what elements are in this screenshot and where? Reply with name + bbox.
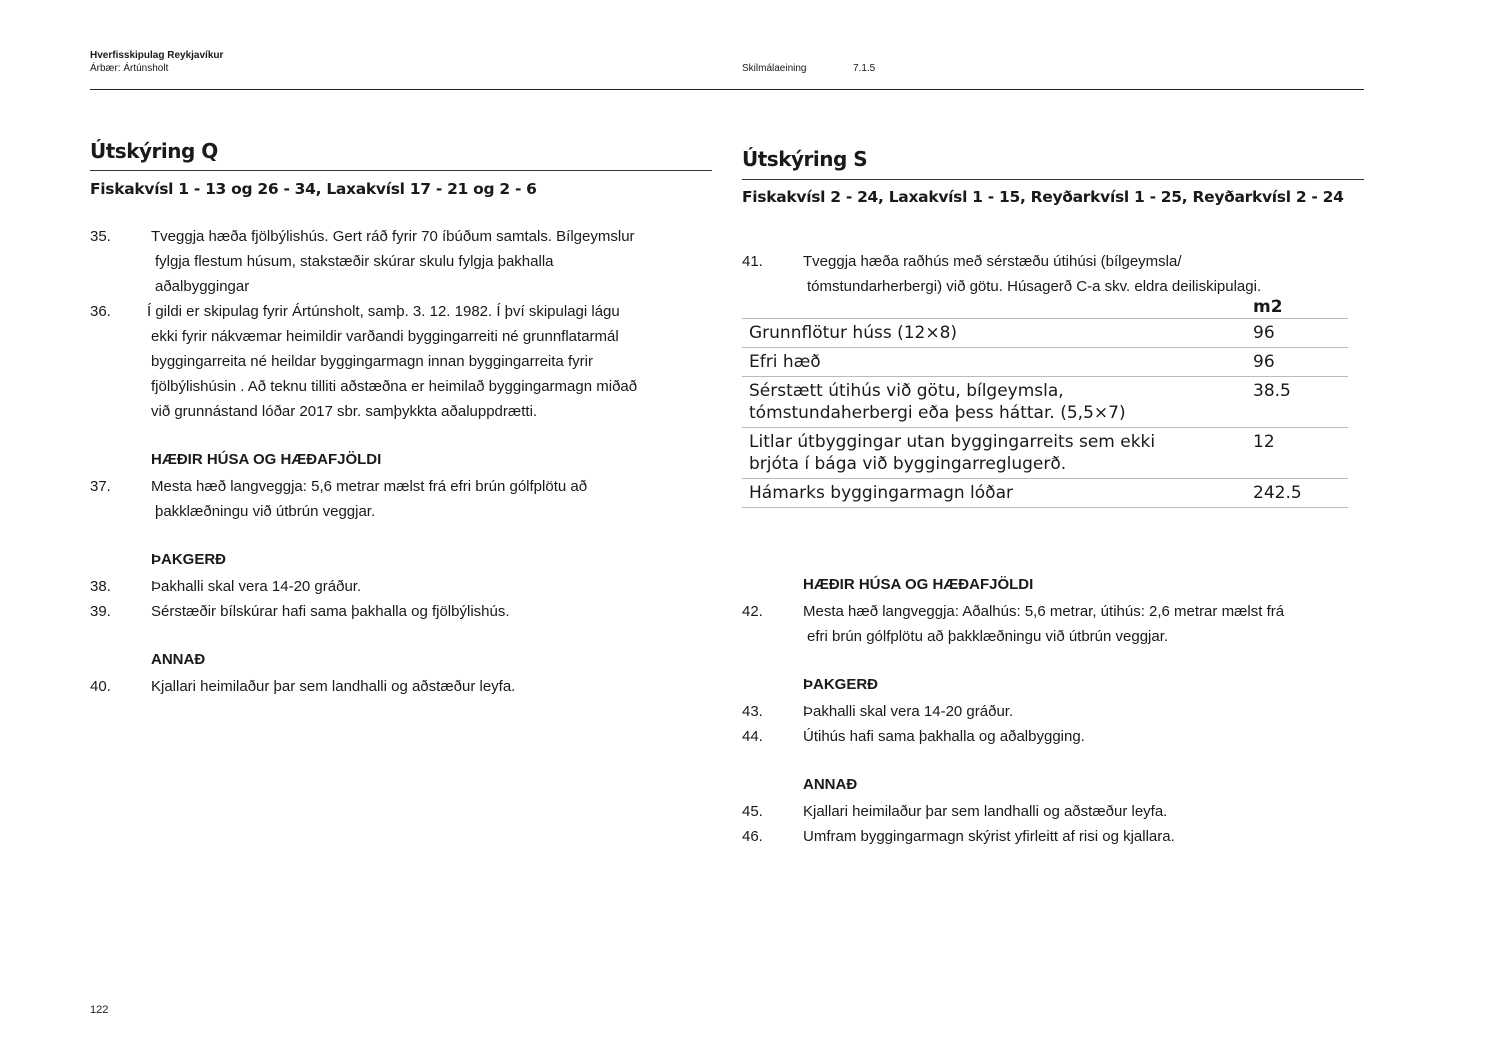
item-number: 37. <box>90 478 111 495</box>
item-line: Sérstæðir bílskúrar hafi sama þakhalla og fjölbýlishús. <box>151 603 510 620</box>
section-number: 7.1.5 <box>853 63 876 74</box>
row-label-line: Grunnflötur húss (12×8) <box>749 323 958 343</box>
item-line: Þakhalli skal vera 14-20 gráður. <box>803 703 1014 720</box>
item-line: efri brún gólfplötu að þakklæðningu við útbrún veggjar. <box>807 628 1169 645</box>
item-line: tómstundarherbergi) við götu. Húsagerð C-a skv. eldra deiliskipulagi. <box>807 278 1262 295</box>
item-number: 40. <box>90 678 111 695</box>
item-number: 43. <box>742 703 763 720</box>
document-subtitle: Árbær: Ártúnsholt <box>90 63 169 74</box>
subsection-heights: HÆÐIR HÚSA OG HÆÐAFJÖLDI <box>151 451 382 468</box>
item-line: Útihús hafi sama þakhalla og aðalbygging. <box>803 728 1085 745</box>
table-row <box>742 428 1348 479</box>
item-line: þakklæðningu við útbrún veggjar. <box>155 503 376 520</box>
row-label-line: Efri hæð <box>749 352 821 372</box>
header-divider <box>90 89 1364 90</box>
right-subheading: Fiskakvísl 2 - 24, Laxakvísl 1 - 15, Reyðarkvísl 1 - 25, Reyðarkvísl 2 - 24 <box>742 188 1344 206</box>
row-value: 38.5 <box>1249 377 1348 428</box>
table-row <box>742 348 1348 377</box>
row-label <box>742 377 1249 428</box>
item-line: Umfram byggingarmagn skýrist yfirleitt af risi og kjallara. <box>803 828 1175 845</box>
left-heading: Útskýring Q <box>90 139 218 163</box>
item-number: 39. <box>90 603 111 620</box>
item-line: Mesta hæð langveggja: 5,6 metrar mælst frá efri brún gólfplötu að <box>151 478 588 495</box>
row-value: 96 <box>1249 348 1348 377</box>
subsection-other: ANNAÐ <box>803 776 858 793</box>
subsection-roof: ÞAKGERÐ <box>803 676 879 693</box>
right-heading: Útskýring S <box>742 147 868 171</box>
item-line: Kjallari heimilaður þar sem landhalli og aðstæður leyfa. <box>803 803 1168 820</box>
document-title: Hverfisskipulag Reykjavíkur <box>90 50 224 61</box>
building-area-table <box>742 296 1348 508</box>
item-number: 46. <box>742 828 763 845</box>
item-number: 36. <box>90 303 111 320</box>
row-label-line: Litlar útbyggingar utan byggingarreits sem ekki <box>749 432 1156 452</box>
item-number: 38. <box>90 578 111 595</box>
section-label: Skilmálaeining <box>742 63 807 74</box>
item-line: Í gildi er skipulag fyrir Ártúnsholt, samþ. 3. 12. 1982. Í því skipulagi lágu <box>147 303 620 320</box>
item-number: 35. <box>90 228 111 245</box>
subsection-roof: ÞAKGERÐ <box>151 551 227 568</box>
row-label <box>742 348 1249 377</box>
row-label-line: tómstundaherbergi eða þess háttar. (5,5×7) <box>749 403 1126 423</box>
row-value: 96 <box>1249 319 1348 348</box>
item-number: 45. <box>742 803 763 820</box>
item-line: Tveggja hæða raðhús með sérstæðu útihúsi (bílgeymsla/ <box>803 253 1182 270</box>
right-heading-rule <box>742 179 1364 180</box>
row-label <box>742 319 1249 348</box>
item-line: Kjallari heimilaður þar sem landhalli og aðstæður leyfa. <box>151 678 516 695</box>
row-label-line: Hámarks byggingarmagn lóðar <box>749 483 1013 503</box>
left-subheading: Fiskakvísl 1 - 13 og 26 - 34, Laxakvísl 17 - 21 og 2 - 6 <box>90 180 537 198</box>
table-row <box>742 319 1348 348</box>
row-label <box>742 428 1249 479</box>
item-line: Tveggja hæða fjölbýlishús. Gert ráð fyrir 70 íbúðum samtals. Bílgeymslur <box>151 228 635 245</box>
row-label-line: brjóta í bága við byggingarreglugerð. <box>749 454 1067 474</box>
item-line: byggingarreita né heildar byggingarmagn innan byggingarreita fyrir <box>151 353 593 370</box>
item-number: 44. <box>742 728 763 745</box>
row-value: 242.5 <box>1249 479 1348 508</box>
item-line: Mesta hæð langveggja: Aðalhús: 5,6 metrar, útihús: 2,6 metrar mælst frá <box>803 603 1285 620</box>
subsection-other: ANNAÐ <box>151 651 206 668</box>
page-number: 122 <box>90 1004 109 1016</box>
item-number: 41. <box>742 253 763 270</box>
item-line: fjölbýlishúsin . Að teknu tilliti aðstæðna er heimilað byggingarmagn miðað <box>151 378 638 395</box>
row-label <box>742 479 1249 508</box>
subsection-heights: HÆÐIR HÚSA OG HÆÐAFJÖLDI <box>803 576 1034 593</box>
table-total-row <box>742 479 1348 508</box>
unit-header: m2 <box>1253 297 1283 317</box>
table-header-spacer <box>742 296 1249 319</box>
left-heading-rule <box>90 170 712 171</box>
item-line: ekki fyrir nákvæmar heimildir varðandi byggingarreiti né grunnflatarmál <box>151 328 619 345</box>
table-header-row <box>742 296 1348 319</box>
item-line: fylgja flestum húsum, stakstæðir skúrar skulu fylgja þakhalla <box>155 253 554 270</box>
row-label-line: Sérstætt útihús við götu, bílgeymsla, <box>749 381 1064 401</box>
row-value: 12 <box>1249 428 1348 479</box>
table-row <box>742 377 1348 428</box>
item-line: við grunnástand lóðar 2017 sbr. samþykkta aðaluppdrætti. <box>151 403 538 420</box>
item-line: Þakhalli skal vera 14-20 gráður. <box>151 578 362 595</box>
item-number: 42. <box>742 603 763 620</box>
item-line: aðalbyggingar <box>155 278 250 295</box>
